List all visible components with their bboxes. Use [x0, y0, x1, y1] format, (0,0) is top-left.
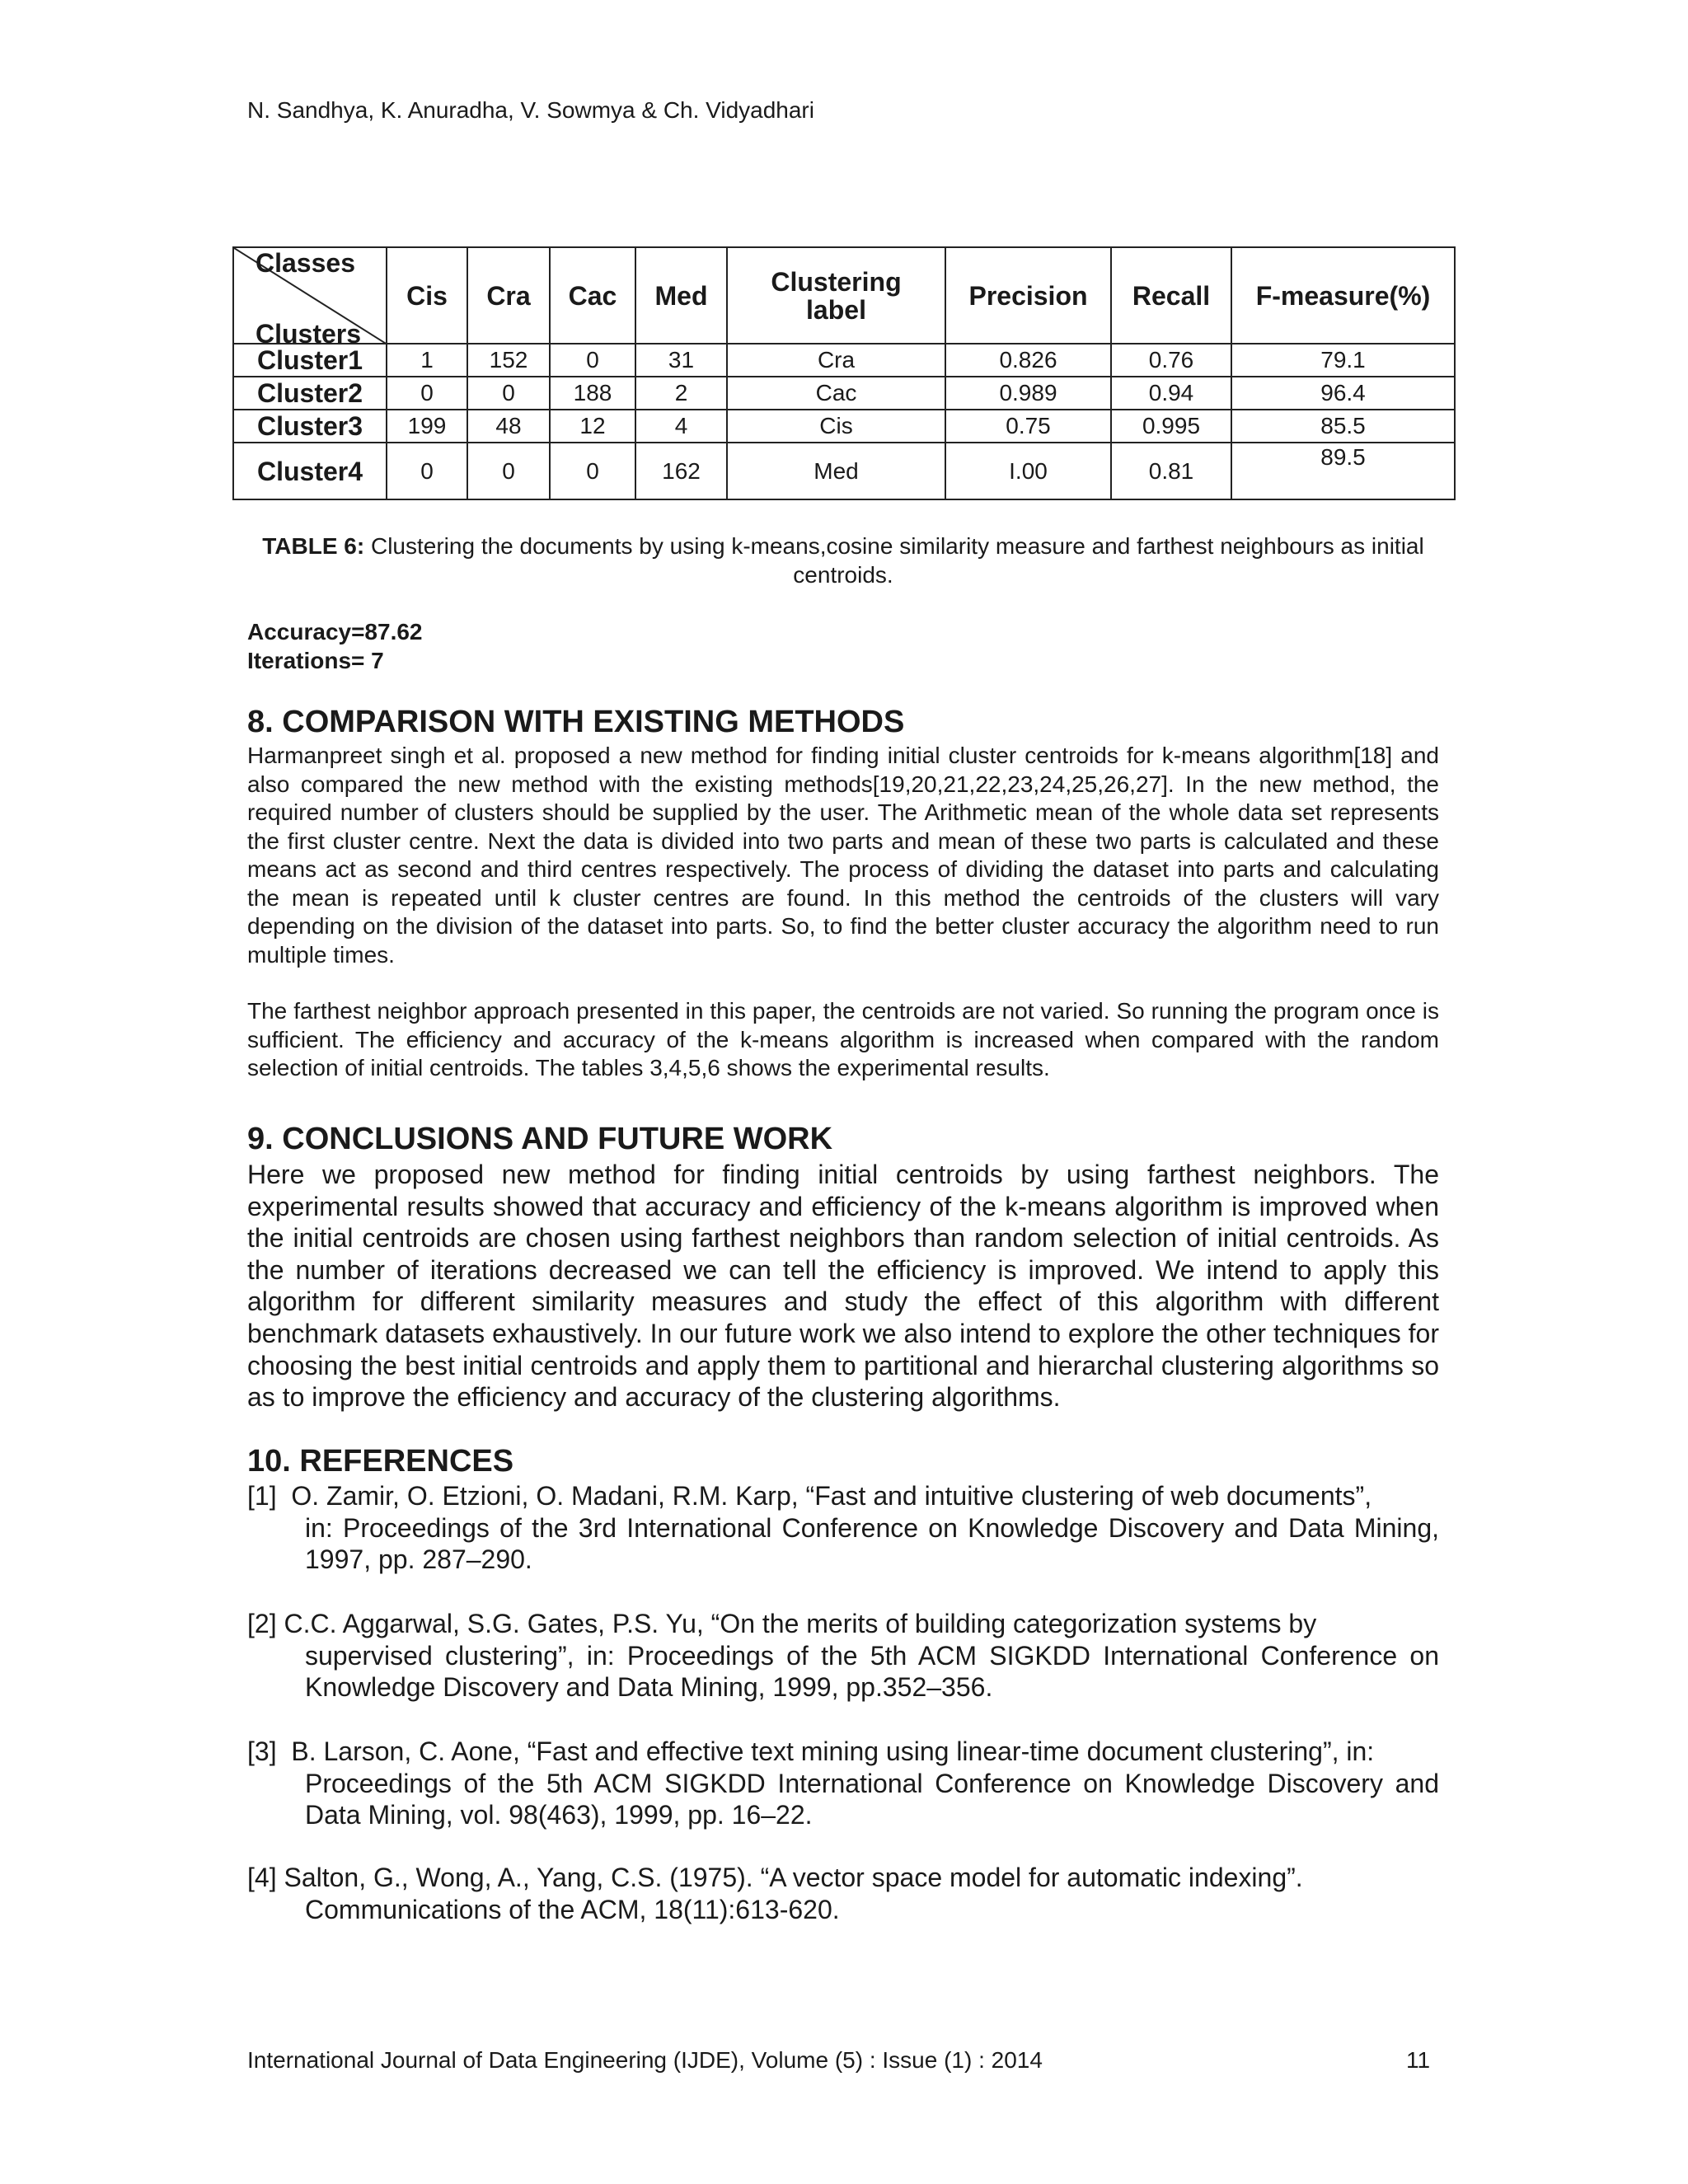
table-cell: 0 — [387, 443, 467, 499]
section-8-title: 8. COMPARISON WITH EXISTING METHODS — [247, 705, 905, 739]
corner-clusters-label: Clusters — [256, 319, 362, 349]
column-header: Cis — [387, 247, 467, 344]
table-cell: 96.4 — [1231, 377, 1455, 410]
table-row — [233, 443, 1455, 499]
table-cell: Cra — [727, 344, 945, 377]
table-row — [233, 377, 1455, 410]
table-cell: I.00 — [945, 443, 1111, 499]
reference-number: [3] — [247, 1736, 277, 1766]
reference-continuation: in: Proceedings of the 3rd International Conference on Knowledge Discovery and Data Mining, 1997, pp. 287–290. — [305, 1512, 1439, 1575]
column-header: Med — [635, 247, 727, 344]
corner-classes-label: Classes — [256, 248, 355, 278]
column-header: Precision — [945, 247, 1111, 344]
table-cell: 79.1 — [1231, 344, 1455, 377]
table-cell: 162 — [635, 443, 727, 499]
table-cell: 0.76 — [1111, 344, 1231, 377]
table-cell: 85.5 — [1231, 410, 1455, 443]
table-cell: 0 — [550, 443, 635, 499]
column-header: Clustering label — [727, 247, 945, 344]
table-cell: 0 — [550, 344, 635, 377]
reference-item — [247, 1862, 1439, 1925]
row-label: Cluster3 — [233, 410, 387, 443]
table-cell: 0.826 — [945, 344, 1111, 377]
row-label: Cluster1 — [233, 344, 387, 377]
table-row — [233, 344, 1455, 377]
page-number: 11 — [1406, 2047, 1431, 2073]
table-header-row — [233, 247, 1455, 344]
table-cell: 89.5 — [1231, 443, 1455, 499]
table-cell: 0.995 — [1111, 410, 1231, 443]
table-cell: 0.81 — [1111, 443, 1231, 499]
column-header: Recall — [1111, 247, 1231, 344]
table-caption — [247, 532, 1439, 589]
reference-first-line: Salton, G., Wong, A., Yang, C.S. (1975). “A vector space model for automatic indexing”. — [284, 1863, 1303, 1892]
table-cell: Cis — [727, 410, 945, 443]
results-table — [232, 246, 1456, 500]
table-cell: 4 — [635, 410, 727, 443]
reference-item — [247, 1480, 1439, 1576]
column-header: Cac — [550, 247, 635, 344]
column-header: Cra — [467, 247, 550, 344]
table-cell: 12 — [550, 410, 635, 443]
reference-item — [247, 1736, 1439, 1831]
table-cell: 1 — [387, 344, 467, 377]
table-cell: 0.989 — [945, 377, 1111, 410]
reference-first-line: B. Larson, C. Aone, “Fast and effective text mining using linear-time document clustering”, in: — [291, 1736, 1375, 1766]
row-label: Cluster4 — [233, 443, 387, 499]
reference-continuation: Proceedings of the 5th ACM SIGKDD International Conference on Knowledge Discovery and Data Mining, vol. 98(463), 1999, pp. 16–22. — [305, 1768, 1439, 1830]
column-header: F-measure(%) — [1231, 247, 1455, 344]
reference-number: [1] — [247, 1481, 277, 1511]
iterations-value: Iterations= 7 — [247, 648, 384, 673]
table-cell: 31 — [635, 344, 727, 377]
reference-number: [4] — [247, 1863, 277, 1892]
caption-label: TABLE 6: — [262, 533, 365, 559]
table-cell: 188 — [550, 377, 635, 410]
table-cell: 48 — [467, 410, 550, 443]
table-cell: 0.75 — [945, 410, 1111, 443]
section-8-paragraph-2: The farthest neighbor approach presented in this paper, the centroids are not varied. So running the program once is sufficient. The efficiency and accuracy of the k-means algorithm is increased when compared with the random selection of initial centroids. The tables 3,4,5,6 shows the experimental results. — [247, 998, 1439, 1080]
reference-first-line: C.C. Aggarwal, S.G. Gates, P.S. Yu, “On the merits of building categorization systems by — [284, 1609, 1317, 1638]
results-summary — [247, 617, 423, 675]
journal-footer: International Journal of Data Engineering (IJDE), Volume (5) : Issue (1) : 2014 — [247, 2047, 1043, 2073]
reference-item — [247, 1608, 1439, 1704]
accuracy-value: Accuracy=87.62 — [247, 619, 423, 644]
table-cell: 2 — [635, 377, 727, 410]
corner-cell — [233, 247, 387, 349]
table-row — [233, 410, 1455, 443]
reference-continuation: supervised clustering”, in: Proceedings of the 5th ACM SIGKDD International Conference on Knowledge Discovery and Data Mining, 1999, pp.352–356. — [305, 1640, 1439, 1703]
table-cell: 199 — [387, 410, 467, 443]
section-8-paragraph-1: Harmanpreet singh et al. proposed a new method for finding initial cluster centroids for k-means algorithm[18] and also compared the new method with the existing methods[19,20,21,22,23,24,25,26,27]. In the new method, the required number of clusters should be supplied by the user. The Arithmetic mean of the whole data set represents the first cluster centre. Next the data is divided into two parts and mean of these two parts is calculated and these means act as second and third centres respectively. The process of dividing the dataset into parts and calculating the mean is repeated until k cluster centres are found. In this method the centroids of the clusters will vary depending on the division of the dataset into parts. So, to find the better cluster accuracy the algorithm need to run multiple times. — [247, 743, 1439, 968]
reference-first-line: O. Zamir, O. Etzioni, O. Madani, R.M. Karp, “Fast and intuitive clustering of web documents”, — [291, 1481, 1372, 1511]
table-cell: 152 — [467, 344, 550, 377]
table-cell: 0 — [387, 377, 467, 410]
running-header: N. Sandhya, K. Anuradha, V. Sowmya & Ch. Vidyadhari — [247, 97, 814, 123]
section-9-title: 9. CONCLUSIONS AND FUTURE WORK — [247, 1122, 833, 1156]
table-cell: Med — [727, 443, 945, 499]
caption-text: Clustering the documents by using k-means,cosine similarity measure and farthest neighbours as initial centroids. — [364, 533, 1424, 588]
reference-continuation: Communications of the ACM, 18(11):613-620. — [305, 1894, 840, 1924]
table-cell: 0 — [467, 443, 550, 499]
table-cell: 0.94 — [1111, 377, 1231, 410]
section-9-paragraph: Here we proposed new method for finding initial centroids by using farthest neighbors. The experimental results showed that accuracy and efficiency of the k-means algorithm is improved when the initial centroids are chosen using farthest neighbors than random selection of initial centroids. As the number of iterations decreased we can tell the efficiency is improved. We intend to apply this algorithm for different similarity measures and study the effect of this algorithm with different benchmark datasets exhaustively. In our future work we also intend to explore the other techniques for choosing the best initial centroids and apply them to partitional and hierarchal clustering algorithms so as to improve the efficiency and accuracy of the clustering algorithms. — [247, 1160, 1439, 1413]
table-cell: 0 — [467, 377, 550, 410]
table-cell: Cac — [727, 377, 945, 410]
row-label: Cluster2 — [233, 377, 387, 410]
section-10-title: 10. REFERENCES — [247, 1444, 514, 1479]
reference-number: [2] — [247, 1609, 277, 1638]
